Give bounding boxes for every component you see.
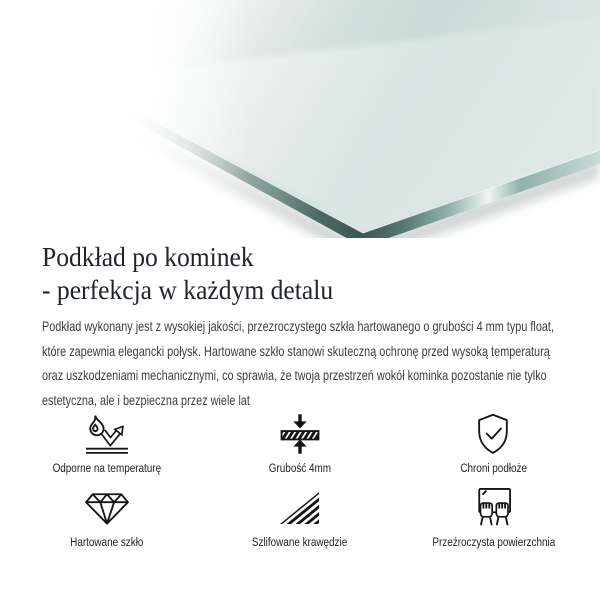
glass-panel-illustration	[0, 0, 600, 238]
diamond-icon	[81, 487, 133, 529]
feature-label: Przeźroczysta powierzchnia	[431, 535, 555, 550]
description-line: estetyczna, ale i bezpieczna przez wiele lat	[42, 392, 250, 408]
feature-label: Odporne na temperaturę	[52, 461, 161, 476]
hands-glass-icon	[466, 487, 520, 529]
feature-grid	[0, 413, 600, 549]
feature-polished-edges	[203, 487, 396, 549]
feature-label: Grubość 4mm	[268, 461, 332, 476]
description-line: które zapewnia elegancki połysk. Hartowane szkło stanowi skuteczną ochronę przed wysoką temperaturą	[42, 343, 550, 359]
feature-label: Szlifowane krawędzie	[252, 535, 348, 550]
glass-panel-photo	[0, 0, 600, 238]
product-description	[42, 315, 558, 413]
page-title	[42, 240, 558, 306]
description-line: oraz uszkodzeniami mechanicznymi, co sprawia, że twoja przestrzeń wokół kominka pozostanie nie tylko	[42, 368, 547, 384]
page-title-line-2: - perfekcja w każdym detalu	[42, 274, 334, 305]
feature-tempered-glass	[10, 487, 203, 549]
heat-resistant-icon	[81, 413, 133, 455]
thickness-icon	[274, 413, 326, 455]
feature-label: Hartowane szkło	[70, 535, 144, 550]
feature-label: Chroni podłoże	[459, 461, 527, 476]
feature-thickness	[203, 413, 396, 475]
polished-edges-icon	[275, 487, 325, 529]
feature-protects-floor	[397, 413, 590, 475]
page-title-line-1: Podkład po kominek	[42, 241, 254, 272]
feature-heat-resistant	[10, 413, 203, 475]
shield-check-icon	[467, 413, 519, 455]
feature-transparent-surface	[397, 487, 590, 549]
description-line: Podkład wykonany jest z wysokiej jakości, przezroczystego szkła hartowanego o grubości 4 mm typu float,	[42, 319, 554, 334]
